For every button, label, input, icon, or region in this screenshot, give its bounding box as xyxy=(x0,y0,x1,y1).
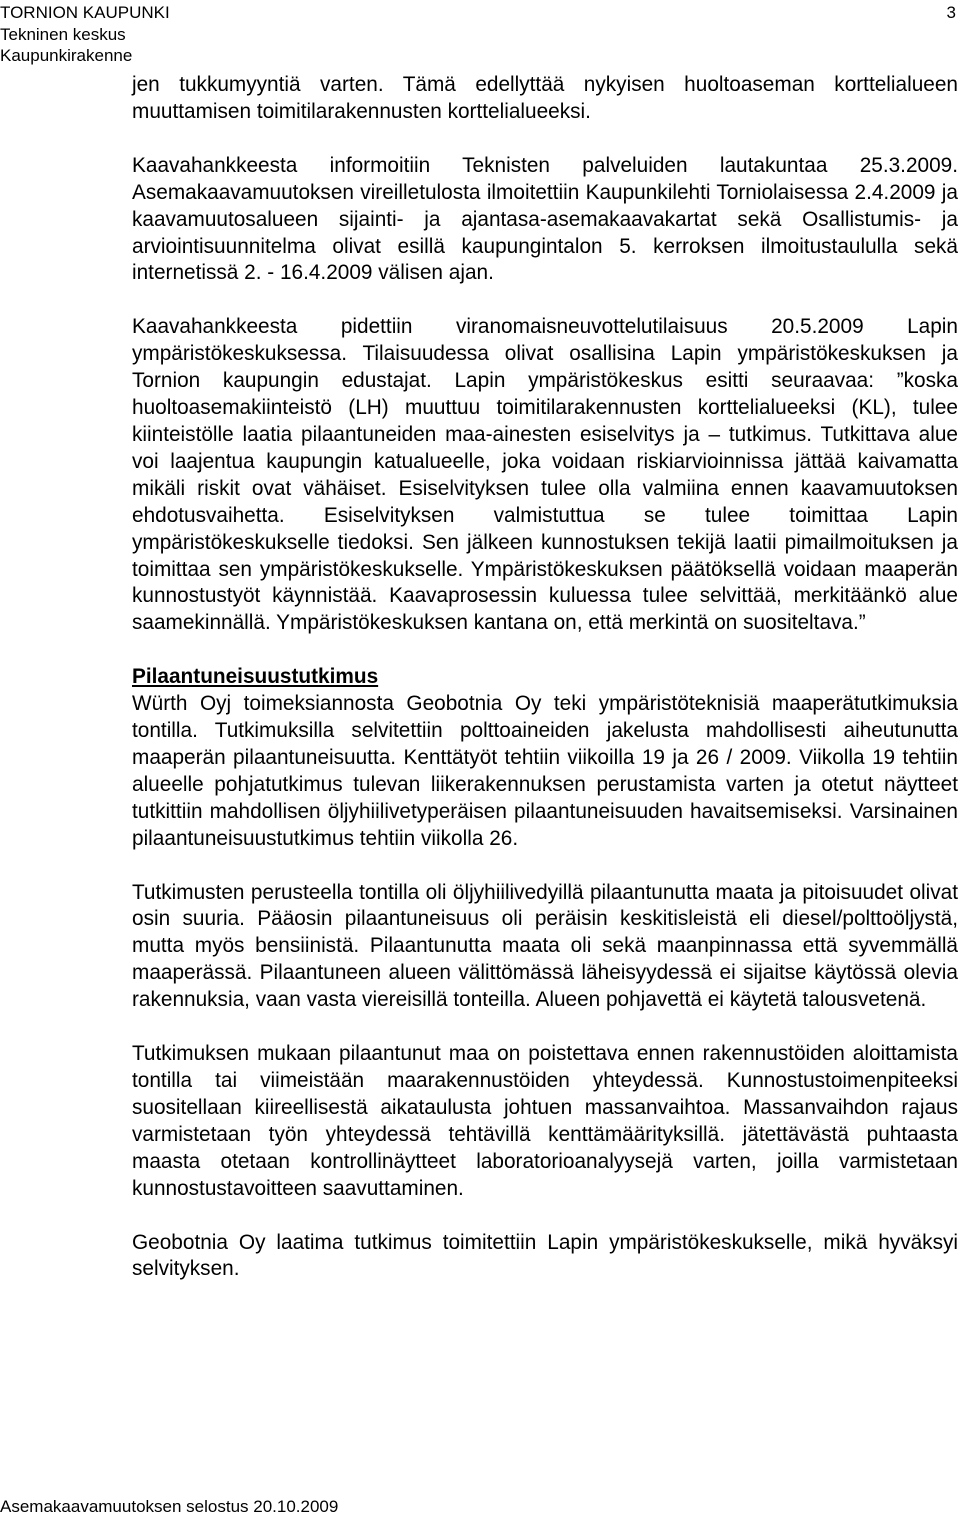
document-header xyxy=(0,2,170,67)
page-number: 3 xyxy=(946,3,956,22)
paragraph: Würth Oyj toimeksiannosta Geobotnia Oy teki ympäristöteknisiä maaperätutkimuksia tontilla. Tutkimuksilla selvitettiin polttoaineiden jakelusta mahdollisesti aiheutunutta maaperän pilaantuneisuutta. Kenttätyöt tehtiin viikoilla 19 ja 26 / 2009. Viikolla 19 tehtiin alueelle pohjatutkimus tulevan liikerakennuksen perustamista varten ja otetut näytteet tutkittiin mahdollisen öljyhiilivetyperäisen pilaantuneisuuden havaitsemiseksi. Varsinainen pilaantuneisuustutkimus tehtiin viikolla 26. xyxy=(132,692,958,850)
paragraph: Tutkimusten perusteella tontilla oli öljyhiilivedyillä pilaantunutta maata ja pitoisuudet olivat osin suuria. Pääosin pilaantuneisuus oli peräisin keskitisleistä eli diesel/polttoöljystä, mutta myös bensiinistä. Pilaantunutta maata oli sekä maanpinnassa että syvemmällä maaperässä. Pilaantuneen alueen välittömässä läheisyydessä ei sijaitse käytössä olevia rakennuksia, vaan vasta viereisillä tonteilla. Alueen pohjavettä ei käytetä talousvetenä. xyxy=(132,880,958,1012)
header-department: Tekninen keskus xyxy=(0,24,126,44)
document-body xyxy=(132,72,958,1283)
section-heading: Pilaantuneisuustutkimus xyxy=(132,665,379,689)
header-organization: TORNION KAUPUNKI xyxy=(0,3,170,22)
paragraph: Tutkimuksen mukaan pilaantunut maa on poistettava ennen rakennustöiden aloittamista tontilla tai viimeistään maarakennustöiden yhteydessä. Kunnostustoimenpiteeksi suositellaan kiireellisestä aikataulusta johtuen massanvaihtoa. Massanvaihdon rajaus varmistetaan työn yhteydessä tehtävillä kenttämäärityksillä. jätettävästä puhtaasta maasta otetaan kontrollinäytteet laboratorioanalyysejä varten, joilla varmistetaan kunnostustavoitteen saavuttaminen. xyxy=(132,1042,958,1200)
paragraph: Kaavahankkeesta pidettiin viranomaisneuvottelutilaisuus 20.5.2009 Lapin ympäristökeskuksessa. Tilaisuudessa olivat osallisina Lapin ympäristökeskuksen ja Tornion kaupungin edustajat. Lapin ympäristökeskus esitti seuraavaa: ”koska huoltoasemakiinteistö (LH) muuttuu toimitilarakennusten korttelialueeksi (KL), tulee kiinteistölle laatia pilaantuneiden maa-ainesten esiselvitys ja – tutkimus. Tutkittava alue voi laajentua kaupungin katualueelle, joka voidaan riskiarvioinnissa jättää kaivamatta mikäli riskit ovat vähäiset. Esiselvityksen tulee olla valmiina ennen kaavamuutoksen ehdotusvaihetta. Esiselvityksen valmistuttua se tulee toimittaa Lapin ympäristökeskukselle tiedoksi. Sen jälkeen kunnostuksen tekijä laatii pimailmoituksen ja toimittaa sen ympäristökeskukselle. Ympäristökeskuksen päätöksellä voidaan maaperän kunnostustyöt käynnistää. Kaavaprosessin kuluessa tulee selvittää, merkitäänkö alue saamekinnällä. Ympäristökeskuksen kantana on, että merkintä on suositeltava.” xyxy=(132,315,958,635)
document-footer: Asemakaavamuutoksen selostus 20.10.2009 xyxy=(0,1497,339,1516)
paragraph: jen tukkumyyntiä varten. Tämä edellyttää nykyisen huoltoaseman korttelialueen muuttamisen toimitilarakennusten korttelialueeksi. xyxy=(132,73,958,123)
paragraph: Kaavahankkeesta informoitiin Teknisten palveluiden lautakuntaa 25.3.2009. Asemakaavamuutoksen vireilletulosta ilmoitettiin Kaupunkilehti Torniolaisessa 2.4.2009 ja kaavamuutosalueen sijainti- ja ajantasa-asemakaavakartat sekä Osallistumis- ja arviointisuunnitelma olivat esillä kaupungintalon 5. kerroksen ilmoitustaululla sekä internetissä 2. - 16.4.2009 välisen ajan. xyxy=(132,153,958,285)
paragraph: Geobotnia Oy laatima tutkimus toimitettiin Lapin ympäristökeskukselle, mikä hyväksyi selvityksen. xyxy=(132,1230,958,1281)
header-unit: Kaupunkirakenne xyxy=(0,46,133,65)
